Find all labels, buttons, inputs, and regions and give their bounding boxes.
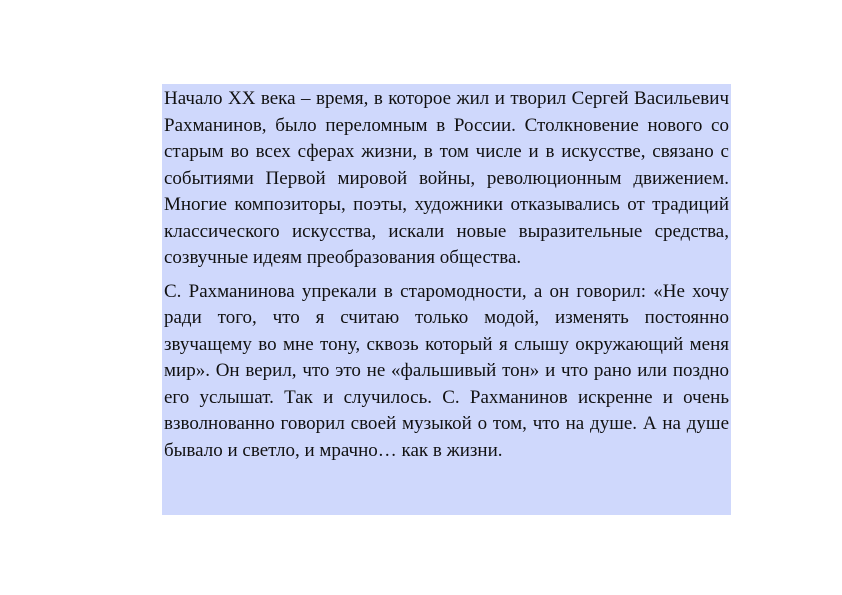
- highlighted-text-block: [162, 84, 731, 515]
- paragraph-2: С. Рахманинова упрекали в старомодности, а он говорил: «Не хочу ради того, что я считаю только модой, изменять постоянно звучащему во мне тону, сквозь который я слышу окружающий меня мир». Он верил, что это не «фальшивый тон» и что рано или поздно его услышат. Так и случилось. С. Рахманинов искренне и очень взволнованно говорил своей музыкой о том, что на душе. А на душе бывало и светло, и мрачно… как в жизни.: [164, 280, 729, 461]
- paragraph-1: Начало XX века – время, в которое жил и творил Сергей Васильевич Рахманинов, было переломным в России. Столкновение нового со старым во всех сферах жизни, в том числе и в искусстве, связано с событиями Первой мировой войны, революционным движением. Многие композиторы, поэты, художники отказывались от традиций классического искусства, искали новые выразительные средства, созвучные идеям преобразования общества.: [164, 88, 729, 268]
